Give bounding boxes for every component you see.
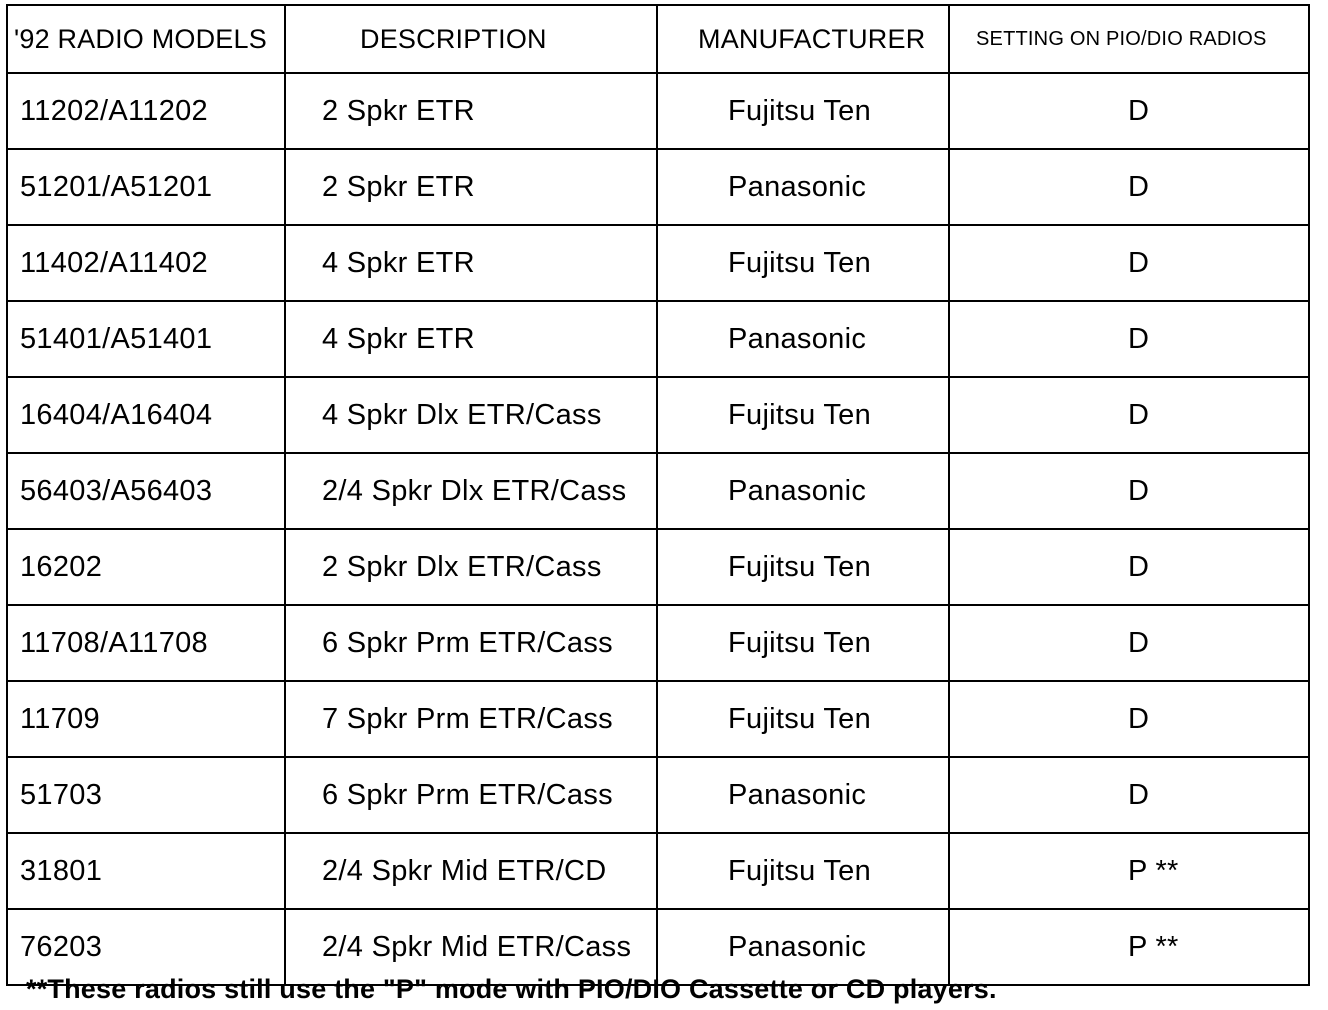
table-row <box>7 73 1309 149</box>
cell-manufacturer: Fujitsu Ten <box>657 681 949 757</box>
table-row <box>7 681 1309 757</box>
cell-model: 16202 <box>7 529 285 605</box>
cell-model: 11708/A11708 <box>7 605 285 681</box>
cell-setting: P ** <box>949 833 1309 909</box>
table-row <box>7 453 1309 529</box>
cell-model: 16404/A16404 <box>7 377 285 453</box>
cell-model: 56403/A56403 <box>7 453 285 529</box>
table-row <box>7 757 1309 833</box>
cell-model: 11402/A11402 <box>7 225 285 301</box>
cell-model: 31801 <box>7 833 285 909</box>
table-row <box>7 833 1309 909</box>
cell-setting: D <box>949 225 1309 301</box>
cell-setting: D <box>949 301 1309 377</box>
cell-setting: P ** <box>949 909 1309 985</box>
cell-setting: D <box>949 73 1309 149</box>
cell-setting: D <box>949 605 1309 681</box>
table-row <box>7 377 1309 453</box>
table-row <box>7 149 1309 225</box>
cell-manufacturer: Panasonic <box>657 301 949 377</box>
cell-setting: D <box>949 453 1309 529</box>
cell-manufacturer: Fujitsu Ten <box>657 377 949 453</box>
cell-setting: D <box>949 681 1309 757</box>
header-setting: SETTING ON PIO/DIO RADIOS <box>949 5 1309 73</box>
radio-models-table <box>6 4 1310 986</box>
cell-description: 2/4 Spkr Mid ETR/Cass <box>285 909 657 985</box>
header-description: DESCRIPTION <box>285 5 657 73</box>
cell-description: 7 Spkr Prm ETR/Cass <box>285 681 657 757</box>
cell-model: 51703 <box>7 757 285 833</box>
cell-manufacturer: Panasonic <box>657 757 949 833</box>
table-row <box>7 225 1309 301</box>
cell-description: 2 Spkr Dlx ETR/Cass <box>285 529 657 605</box>
cell-setting: D <box>949 149 1309 225</box>
cell-model: 11202/A11202 <box>7 73 285 149</box>
cell-description: 6 Spkr Prm ETR/Cass <box>285 605 657 681</box>
table-header-row <box>7 5 1309 73</box>
cell-manufacturer: Fujitsu Ten <box>657 833 949 909</box>
cell-description: 4 Spkr Dlx ETR/Cass <box>285 377 657 453</box>
cell-description: 6 Spkr Prm ETR/Cass <box>285 757 657 833</box>
cell-description: 2 Spkr ETR <box>285 149 657 225</box>
cell-setting: D <box>949 757 1309 833</box>
table-row <box>7 301 1309 377</box>
cell-model: 51201/A51201 <box>7 149 285 225</box>
cell-manufacturer: Fujitsu Ten <box>657 529 949 605</box>
table-row <box>7 529 1309 605</box>
cell-manufacturer: Panasonic <box>657 909 949 985</box>
cell-manufacturer: Panasonic <box>657 149 949 225</box>
cell-manufacturer: Fujitsu Ten <box>657 225 949 301</box>
header-radio-models: '92 RADIO MODELS <box>7 5 285 73</box>
cell-description: 2/4 Spkr Mid ETR/CD <box>285 833 657 909</box>
cell-setting: D <box>949 529 1309 605</box>
cell-manufacturer: Fujitsu Ten <box>657 605 949 681</box>
cell-description: 4 Spkr ETR <box>285 301 657 377</box>
cell-model: 11709 <box>7 681 285 757</box>
cell-setting: D <box>949 377 1309 453</box>
cell-description: 2/4 Spkr Dlx ETR/Cass <box>285 453 657 529</box>
cell-manufacturer: Panasonic <box>657 453 949 529</box>
cell-manufacturer: Fujitsu Ten <box>657 73 949 149</box>
footnote: **These radios still use the "P" mode with PIO/DIO Cassette or CD players. <box>26 974 997 1004</box>
cell-description: 4 Spkr ETR <box>285 225 657 301</box>
cell-description: 2 Spkr ETR <box>285 73 657 149</box>
cell-model: 76203 <box>7 909 285 985</box>
radio-models-table-container <box>6 4 1308 963</box>
table-row <box>7 605 1309 681</box>
cell-model: 51401/A51401 <box>7 301 285 377</box>
header-manufacturer: MANUFACTURER <box>657 5 949 73</box>
